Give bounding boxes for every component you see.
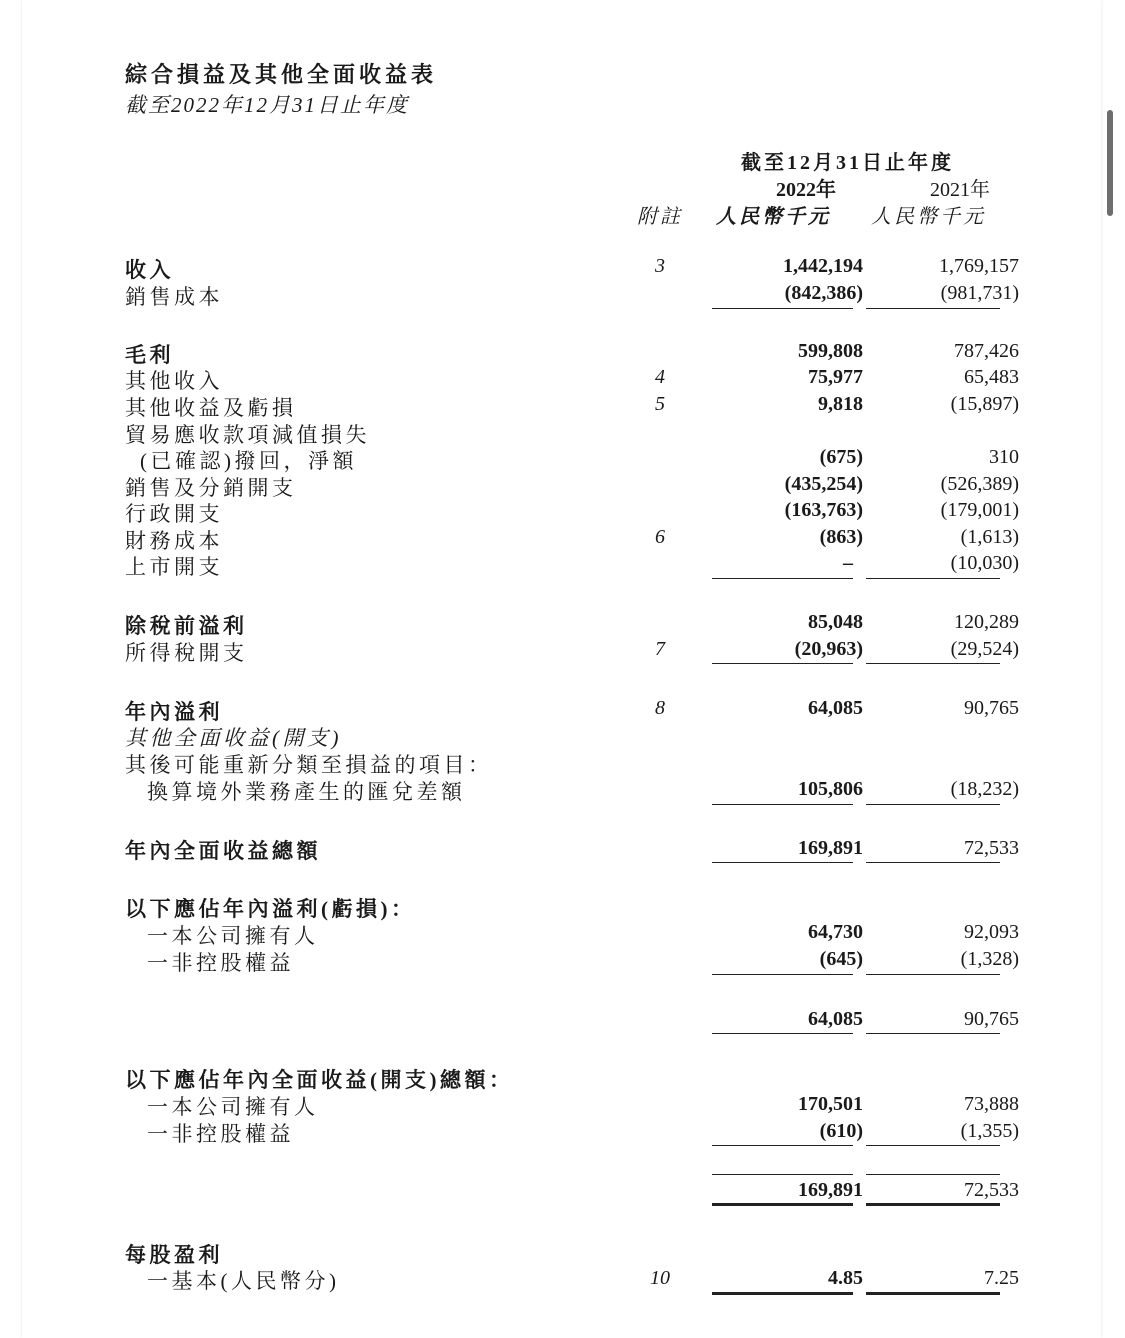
row-label: 行政開支 bbox=[125, 502, 223, 526]
value-2022: 9,818 bbox=[818, 393, 863, 415]
value-2021: 1,769,157 bbox=[939, 255, 1019, 277]
subtotal-line bbox=[866, 974, 1000, 975]
row-note: 3 bbox=[655, 255, 665, 277]
row-note: 10 bbox=[650, 1267, 670, 1289]
row-label: 貿易應收款項減值損失 bbox=[125, 423, 370, 447]
total-line-top bbox=[866, 1174, 1000, 1175]
row-note: 5 bbox=[655, 393, 665, 415]
row-label: 年內全面收益總額 bbox=[125, 839, 321, 863]
value-2021: (1,613) bbox=[960, 526, 1019, 548]
value-2022: 85,048 bbox=[808, 611, 863, 633]
subtotal-line bbox=[866, 804, 1000, 805]
statement-title: 綜合損益及其他全面收益表 bbox=[125, 62, 438, 87]
row-label: 上市開支 bbox=[125, 555, 223, 579]
value-2022: (610) bbox=[819, 1120, 863, 1142]
value-2022: (20,963) bbox=[794, 638, 863, 660]
value-2021: (1,328) bbox=[960, 948, 1019, 970]
value-2022: 599,808 bbox=[798, 340, 863, 362]
row-label: 其他收入 bbox=[125, 369, 223, 393]
value-2021: 7.25 bbox=[984, 1267, 1019, 1289]
value-2021: (18,232) bbox=[950, 778, 1019, 800]
row-note: 4 bbox=[655, 366, 665, 388]
value-2021: 90,765 bbox=[964, 697, 1019, 719]
subtotal-line bbox=[866, 663, 1000, 664]
subtotal-line bbox=[866, 1033, 1000, 1034]
value-2021: 90,765 bbox=[964, 1008, 1019, 1030]
row-note: 6 bbox=[655, 526, 665, 548]
value-2022: (842,386) bbox=[784, 282, 863, 304]
subtotal-line bbox=[712, 663, 853, 664]
value-2022: 1,442,194 bbox=[783, 255, 863, 277]
unit-2022-header: 人民幣千元 bbox=[716, 206, 831, 228]
unit-2021-header: 人民幣千元 bbox=[871, 206, 986, 228]
row-label: 換算境外業務產生的匯兌差額 bbox=[147, 780, 466, 804]
row-label: 一非控股權益 bbox=[147, 1122, 294, 1146]
value-2022: 170,501 bbox=[798, 1093, 863, 1115]
value-2022: (163,763) bbox=[784, 499, 863, 521]
period-header: 截至12月31日止年度 bbox=[741, 152, 954, 174]
row-label: 除稅前溢利 bbox=[125, 614, 248, 638]
subtotal-line bbox=[866, 862, 1000, 863]
value-2022: 105,806 bbox=[798, 778, 863, 800]
subtotal-line bbox=[712, 578, 853, 579]
value-2021: 72,533 bbox=[964, 1179, 1019, 1201]
value-2022: 4.85 bbox=[828, 1267, 863, 1289]
statement-subtitle: 截至2022年12月31日止年度 bbox=[125, 93, 409, 117]
value-2021: 310 bbox=[989, 446, 1019, 468]
value-2022: 169,891 bbox=[798, 1179, 863, 1201]
double-underline bbox=[712, 1292, 853, 1295]
value-2021: (29,524) bbox=[950, 638, 1019, 660]
value-2021: 72,533 bbox=[964, 837, 1019, 859]
row-label: 其他收益及虧損 bbox=[125, 396, 297, 420]
subtotal-line bbox=[866, 1145, 1000, 1146]
subtotal-line bbox=[712, 308, 853, 309]
value-2021: 120,289 bbox=[954, 611, 1019, 633]
value-2021: 787,426 bbox=[954, 340, 1019, 362]
subtotal-line bbox=[712, 1033, 853, 1034]
subtotal-line bbox=[712, 804, 853, 805]
row-note: 8 bbox=[655, 697, 665, 719]
value-2021: (179,001) bbox=[940, 499, 1019, 521]
subtotal-line bbox=[712, 1145, 853, 1146]
value-2022: (645) bbox=[819, 948, 863, 970]
total-line-top bbox=[712, 1174, 853, 1175]
year-2021-header: 2021年 bbox=[930, 179, 990, 201]
row-label: 財務成本 bbox=[125, 529, 223, 553]
value-2022: (435,254) bbox=[784, 473, 863, 495]
notes-header: 附註 bbox=[637, 206, 683, 228]
value-2021: 65,483 bbox=[964, 366, 1019, 388]
value-2022: 75,977 bbox=[808, 366, 863, 388]
row-label: (已確認)撥回，淨額 bbox=[140, 449, 357, 473]
year-2022-header: 2022年 bbox=[776, 179, 836, 201]
row-label: 一本公司擁有人 bbox=[147, 924, 319, 948]
value-2021: 92,093 bbox=[964, 921, 1019, 943]
row-label: 一非控股權益 bbox=[147, 951, 294, 975]
value-2022: (863) bbox=[819, 526, 863, 548]
value-2021: (15,897) bbox=[950, 393, 1019, 415]
subtotal-line bbox=[712, 862, 853, 863]
row-label: 以下應佔年內全面收益(開支)總額： bbox=[125, 1068, 514, 1092]
value-2022: 169,891 bbox=[798, 837, 863, 859]
value-2021: (526,389) bbox=[940, 473, 1019, 495]
value-2022: (675) bbox=[819, 446, 863, 468]
double-underline bbox=[712, 1203, 853, 1206]
value-2021: (1,355) bbox=[960, 1120, 1019, 1142]
row-label: 銷售成本 bbox=[125, 285, 223, 309]
row-label: 毛利 bbox=[125, 343, 174, 367]
value-2022: – bbox=[843, 552, 853, 574]
value-2021: 73,888 bbox=[964, 1093, 1019, 1115]
row-label: 每股盈利 bbox=[125, 1243, 223, 1267]
row-label: 其他全面收益(開支) bbox=[125, 726, 342, 750]
row-note: 7 bbox=[655, 638, 665, 660]
row-label: 銷售及分銷開支 bbox=[125, 476, 297, 500]
row-label: 其後可能重新分類至損益的項目： bbox=[125, 753, 493, 777]
value-2021: (981,731) bbox=[940, 282, 1019, 304]
row-label: 所得稅開支 bbox=[125, 641, 248, 665]
double-underline bbox=[866, 1203, 1000, 1206]
row-label: 收入 bbox=[125, 258, 174, 282]
row-label: 一基本(人民幣分) bbox=[147, 1269, 340, 1293]
row-label: 一本公司擁有人 bbox=[147, 1095, 319, 1119]
vertical-scrollbar[interactable] bbox=[1107, 110, 1113, 216]
value-2022: 64,085 bbox=[808, 697, 863, 719]
row-label: 以下應佔年內溢利(虧損)： bbox=[125, 897, 416, 921]
double-underline bbox=[866, 1292, 1000, 1295]
row-label: 年內溢利 bbox=[125, 700, 223, 724]
value-2021: (10,030) bbox=[950, 552, 1019, 574]
value-2022: 64,085 bbox=[808, 1008, 863, 1030]
subtotal-line bbox=[866, 308, 1000, 309]
value-2022: 64,730 bbox=[808, 921, 863, 943]
subtotal-line bbox=[712, 974, 853, 975]
subtotal-line bbox=[866, 578, 1000, 579]
